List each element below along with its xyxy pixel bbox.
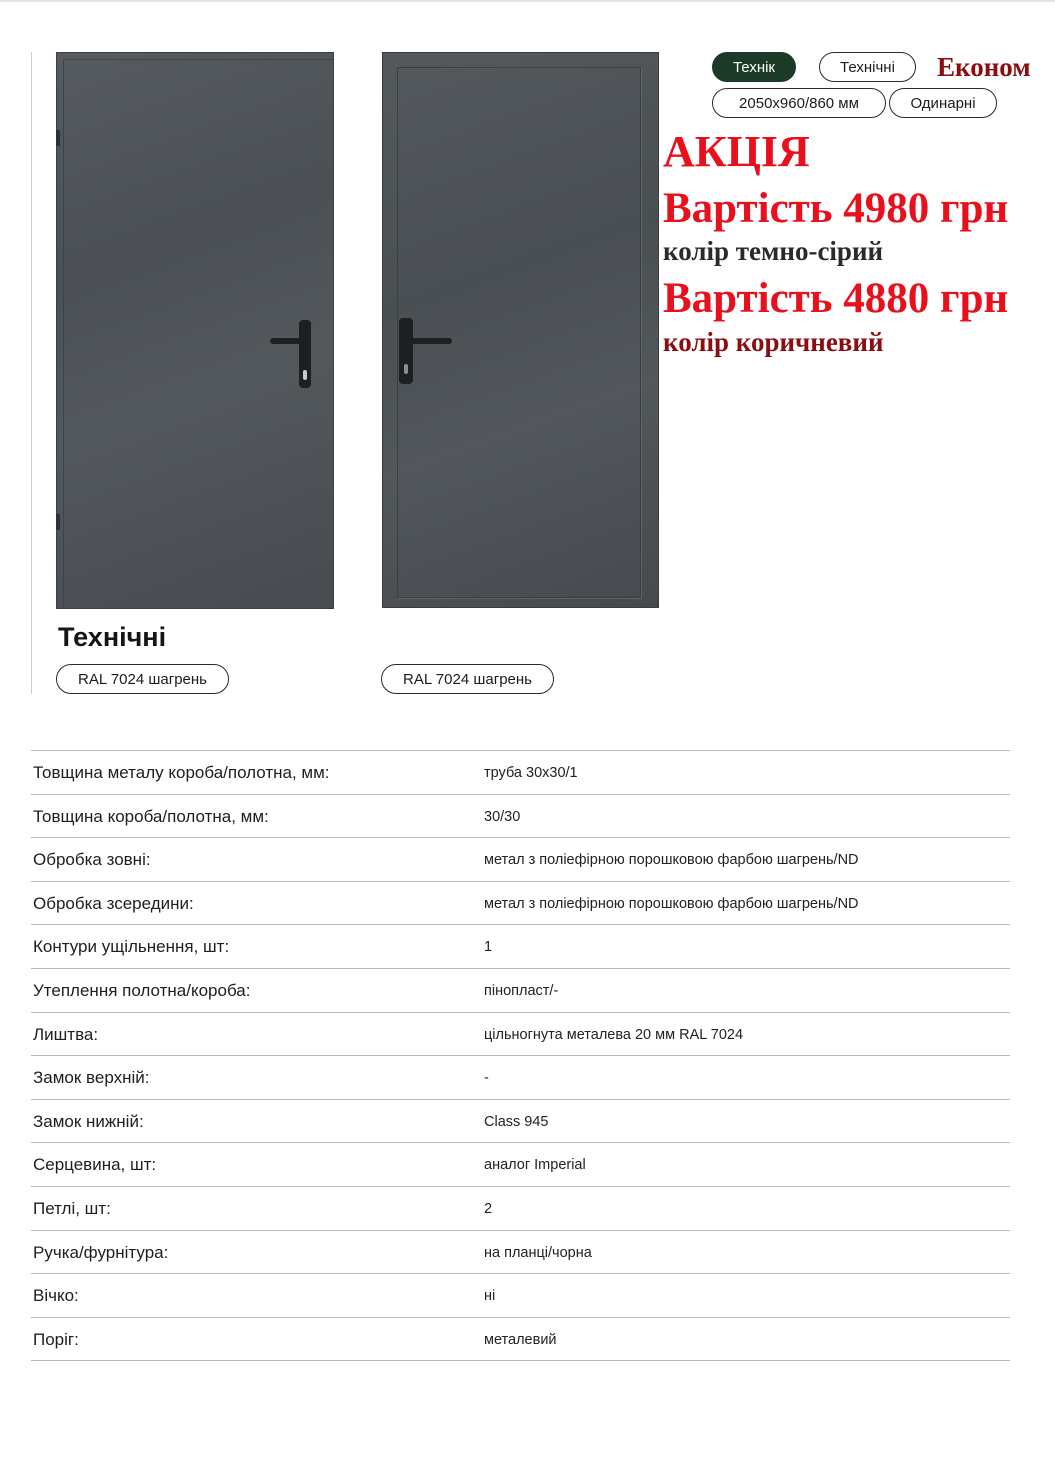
spec-label: Обробка зсередини: [33,893,194,913]
keyhole-icon [303,370,307,380]
table-row [31,795,1010,839]
spec-value: аналог Imperial [484,1157,586,1174]
specs-table [31,750,1010,1361]
door-inner-image [382,52,659,608]
spec-label: Поріг: [33,1329,79,1349]
spec-value: пінопласт/- [484,982,559,999]
spec-value: труба 30х30/1 [484,765,578,781]
table-row [31,1318,1010,1362]
spec-label: Серцевина, шт: [33,1155,157,1175]
spec-label: Утеплення полотна/короба: [33,980,251,1000]
spec-value: на планці/чорна [484,1244,592,1261]
door-outer-image [56,52,334,609]
left-divider [31,52,32,694]
handle-plate-icon [399,318,413,384]
spec-label: Петлі, шт: [33,1198,111,1218]
table-row [31,838,1010,882]
keyhole-icon [404,364,408,374]
table-row [31,882,1010,926]
spec-label: Товщина металу короба/полотна, мм: [33,763,330,782]
spec-value: металевий [484,1331,557,1348]
spec-value: метал з поліефірною порошковою фарбою шагрень/ND [484,852,859,869]
table-row [31,925,1010,969]
promo-title: АКЦІЯ [663,127,810,176]
table-row [31,1231,1010,1275]
table-row [31,969,1010,1013]
table-row [31,751,1010,795]
product-title: Технічні [58,622,167,652]
spec-value: ні [484,1288,496,1305]
table-row [31,1187,1010,1231]
spec-label: Замок нижній: [33,1111,144,1131]
spec-label: Замок верхній: [33,1068,150,1088]
table-row [31,1274,1010,1318]
finish-outer-badge[interactable]: RAL 7024 шагрень [56,664,229,694]
table-row [31,1143,1010,1187]
spec-value: Class 945 [484,1113,549,1130]
spec-value: цільногнута металева 20 мм RAL 7024 [484,1026,744,1043]
spec-label: Обробка зовні: [33,850,151,870]
door-frame [63,59,334,609]
promo-color-2: колір коричневий [663,327,884,357]
promo-price-2: Вартість 4880 грн [663,275,1009,322]
badge-type[interactable]: Одинарні [889,88,997,118]
spec-value: 30/30 [484,808,521,825]
promo-price-1: Вартість 4980 грн [663,185,1009,232]
spec-label: Контури ущільнення, шт: [33,937,230,957]
badge-size[interactable]: 2050x960/860 мм [712,88,886,118]
spec-label: Ручка/фурнітура: [33,1242,169,1262]
spec-label: Лиштва: [33,1024,99,1044]
door-handle-icon [406,338,452,344]
spec-value: 2 [484,1200,493,1217]
table-row [31,1013,1010,1057]
finish-inner-badge[interactable]: RAL 7024 шагрень [381,664,554,694]
spec-value: метал з поліефірною порошковою фарбою шагрень/ND [484,895,859,912]
spec-value: 1 [484,939,493,956]
class-label: Економ [937,52,1031,82]
door-handle-icon [270,338,306,344]
table-row [31,1100,1010,1144]
door-panel-frame [397,67,641,598]
hinge-icon [56,514,60,530]
spec-label: Товщина короба/полотна, мм: [33,806,269,826]
badge-category[interactable]: Технічні [819,52,916,82]
table-row [31,1056,1010,1100]
badge-series[interactable]: Технік [712,52,796,82]
promo-color-1: колір темно-сірий [663,236,884,266]
spec-value: - [484,1070,489,1087]
spec-label: Вічко: [33,1286,79,1306]
hinge-icon [56,130,60,146]
top-divider [0,0,1055,2]
